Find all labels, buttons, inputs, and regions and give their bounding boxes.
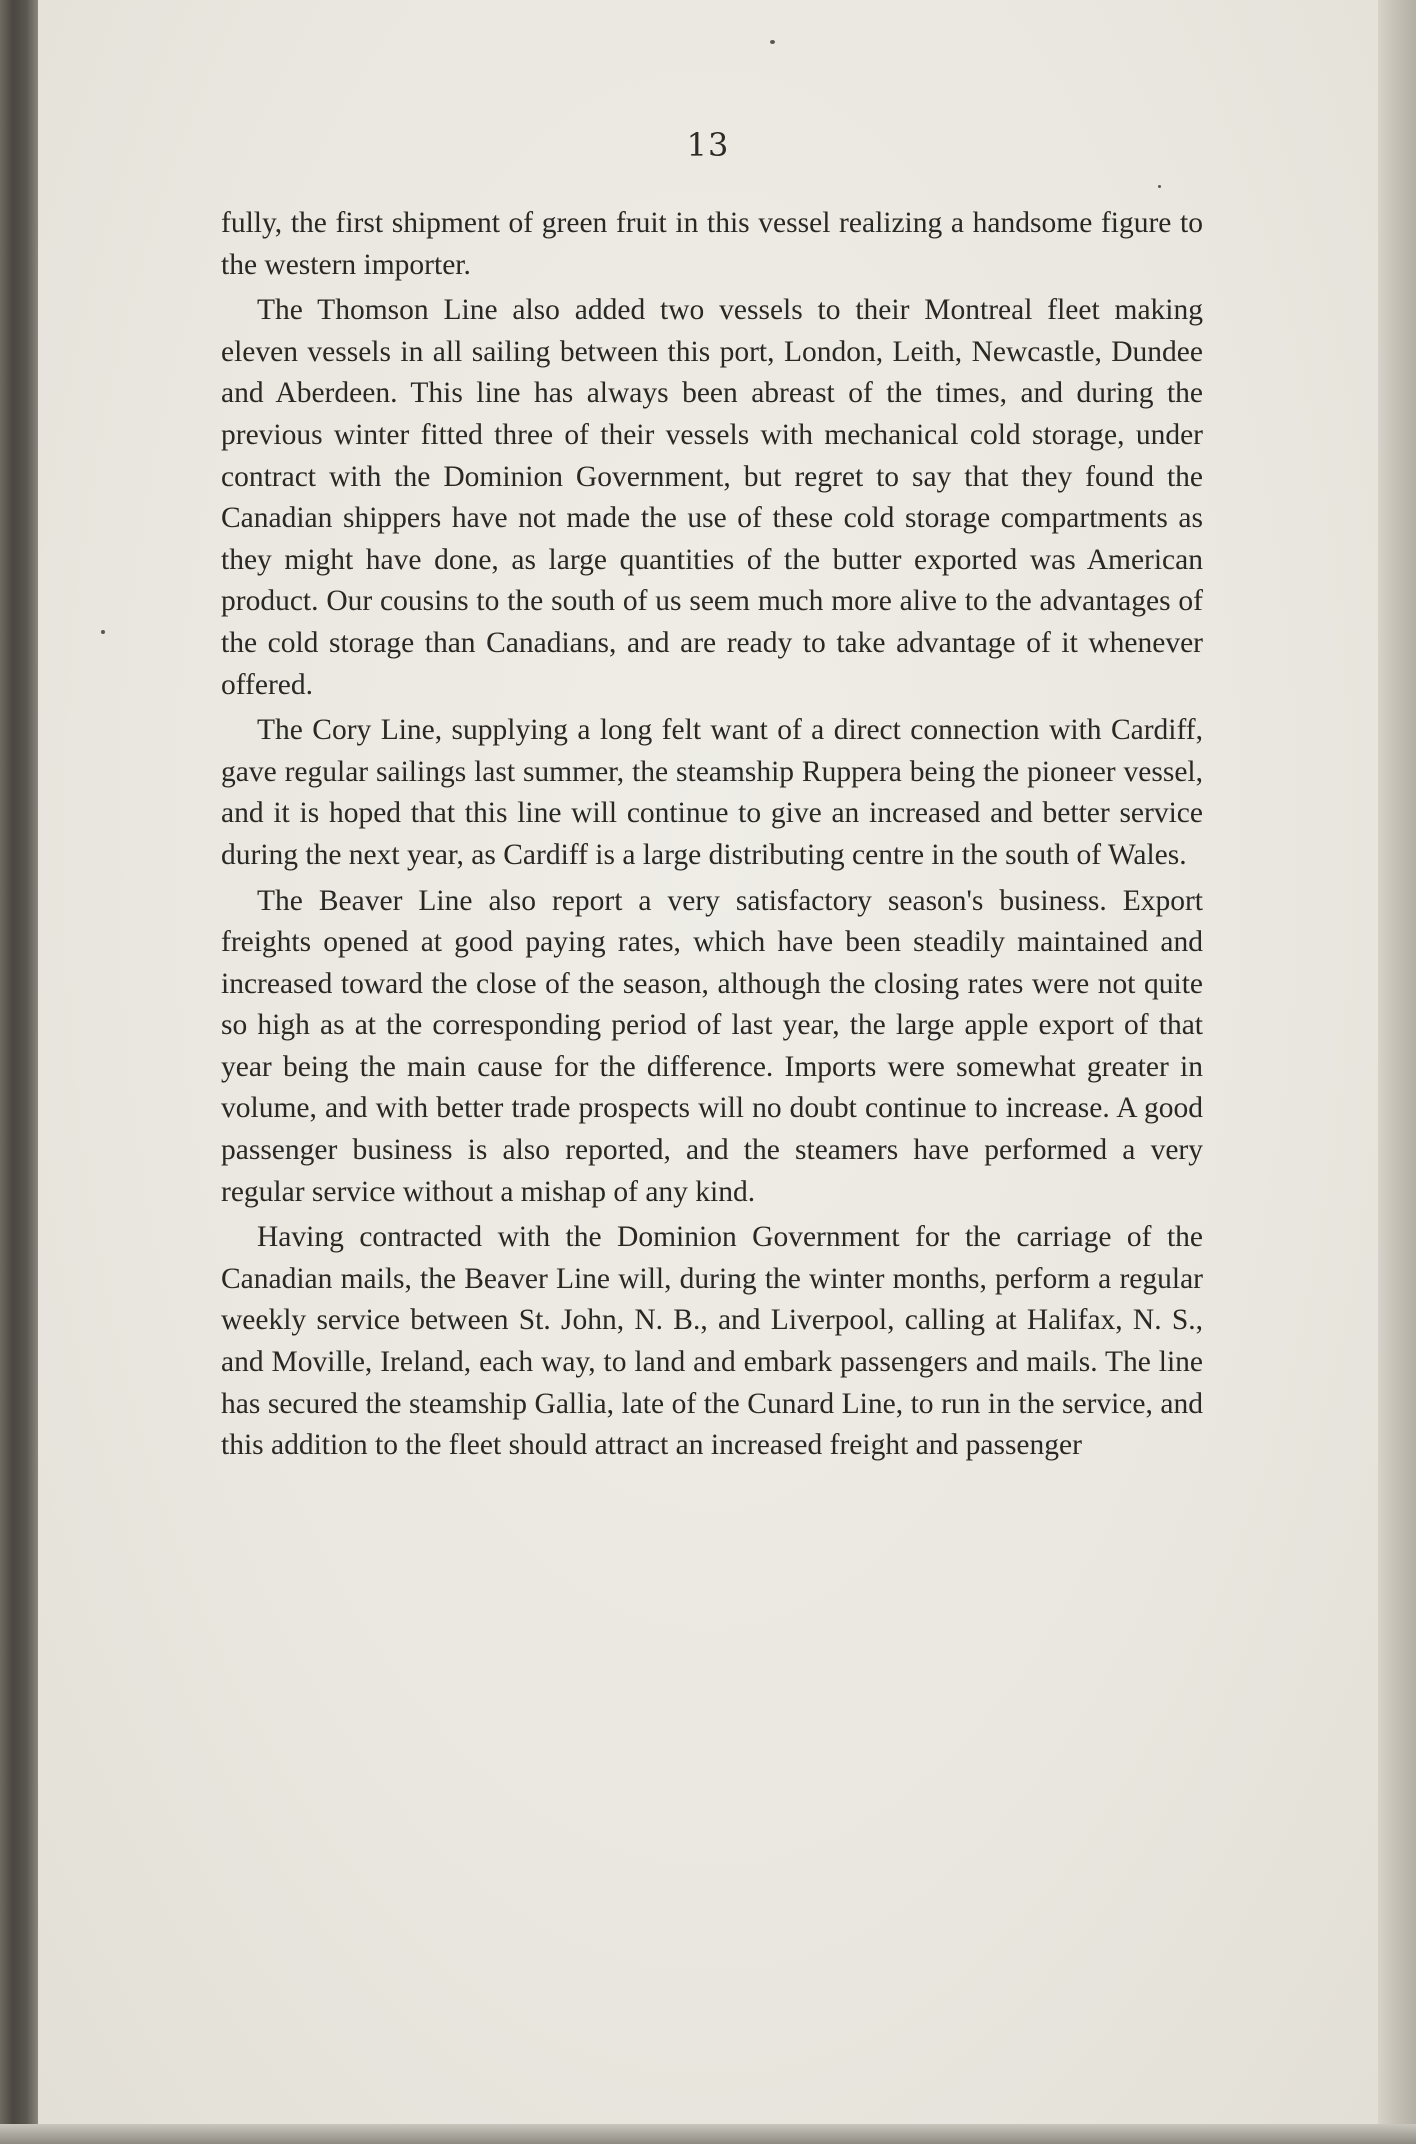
paragraph: Having contracted with the Dominion Government for the carriage of the Canadian mails, the Beaver Line will, during the winter months, perform a regular weekly service between St. John, N. B., and Liverpool, calling at Halifax, N. S., and Moville, Ireland, each way, to land and embark passengers and mails. The line has secured the steamship Gallia, late of the Cunard Line, to run in the service, and this addition to the fleet should attract an increased freight and passenger: [221, 1221, 1203, 1462]
ink-speck: [770, 40, 775, 44]
book-spine: [0, 0, 38, 2144]
body-text: [221, 203, 1203, 1471]
page-number: 13: [686, 126, 730, 164]
page-edge-bottom: [0, 2124, 1416, 2144]
paragraph: The Beaver Line also report a very satisfactory season's business. Export freights opened at good paying rates, which have been steadily maintained and increased toward the close of the season, although the closing rates were not quite so high as at the corresponding period of last year, the large apple export of that year being the main cause for the difference. Imports were somewhat greater in volume, and with better trade prospects will no doubt continue to increase. A good passenger business is also reported, and the steamers have performed a very regular service without a mishap of any kind.: [221, 884, 1203, 1208]
paragraph: The Thomson Line also added two vessels to their Montreal fleet making eleven vessels in all sailing between this port, London, Leith, Newcastle, Dundee and Aberdeen. This line has always been abreast of the times, and during the previous winter fitted three of their vessels with mechanical cold storage, under contract with the Dominion Government, but regret to say that they found the Canadian shippers have not made the use of these cold storage compartments as they might have done, as large quantities of the butter exported was American product. Our cousins to the south of us seem much more alive to the advantages of the cold storage than Canadians, and are ready to take advantage of it whenever offered.: [221, 294, 1203, 701]
page-edge-right: [1378, 0, 1416, 2144]
ink-speck: [101, 630, 105, 634]
paragraph: fully, the first shipment of green fruit in this vessel realizing a handsome figure to the western importer.: [221, 207, 1203, 281]
ink-speck: [1158, 185, 1161, 188]
paragraph: The Cory Line, supplying a long felt want of a direct connection with Cardiff, gave regular sailings last summer, the steamship Ruppera being the pioneer vessel, and it is hoped that this line will continue to give an increased and better service during the next year, as Cardiff is a large distributing centre in the south of Wales.: [221, 714, 1203, 871]
